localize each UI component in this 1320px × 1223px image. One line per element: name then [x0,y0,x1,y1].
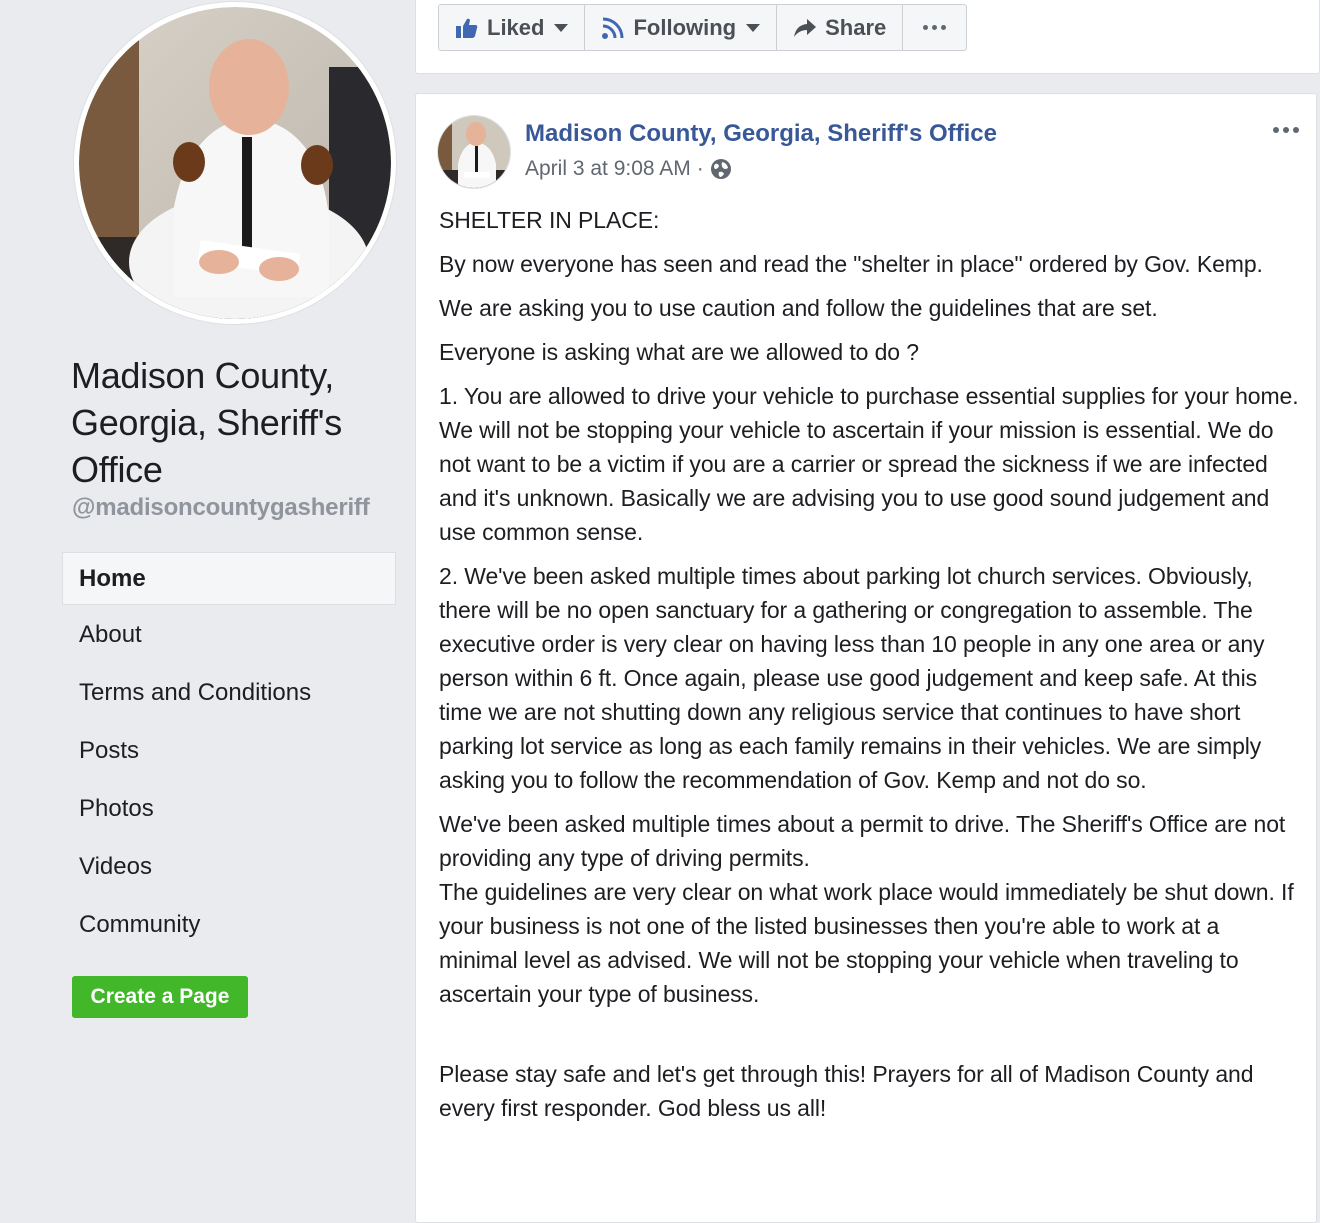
sidebar-item-terms[interactable]: Terms and Conditions [79,679,312,706]
following-button[interactable] [585,5,777,50]
ellipsis-dot [932,25,937,30]
rss-icon [601,16,625,40]
share-label: Share [825,14,887,40]
post-paragraph: Please stay safe and let's get through this! Prayers for all of Madison County and every first responder. God bless us all! [439,1061,1254,1121]
page-handle[interactable]: @madisoncountygasheriff [72,494,370,521]
liked-button[interactable] [439,5,585,50]
meta-separator: · [696,157,704,180]
chevron-down-icon [554,24,568,32]
post-timestamp[interactable]: April 3 at 9:08 AM [525,157,691,180]
ellipsis-dot [941,25,946,30]
sidebar-item-home[interactable]: Home [62,552,396,605]
thumbs-up-icon [455,17,479,39]
post-paragraph: The guidelines are very clear on what work place would immediately be shut down. If your business is not one of the listed businesses then you're able to work at a minimal level as advised. We will not be stopping your vehicle when traveling to ascertain your type of business. [439,879,1294,1007]
sidebar-item-videos[interactable]: Videos [79,853,152,880]
ellipsis-icon [923,25,928,30]
share-arrow-icon [793,18,817,38]
post-options-button[interactable] [1266,116,1306,144]
page-title: Madison County, Georgia, Sheriff's Office [71,355,342,490]
profile-photo-image [79,7,391,319]
post-paragraph: 1. You are allowed to drive your vehicle to purchase essential supplies for your home. We will not be stopping your vehicle to ascertain if your mission is essential. We do not want to be a victim if you are a carrier or spread the sickness if we are infected and it's unknown. Basically we are advising you to use good sound judgement and use common sense. [439,383,1299,545]
chevron-down-icon [746,24,760,32]
sidebar-item-posts[interactable]: Posts [79,737,140,764]
page-action-bar [438,4,967,51]
sidebar-item-photos[interactable]: Photos [79,795,154,822]
create-page-button[interactable]: Create a Page [72,976,248,1018]
post-author-avatar[interactable] [438,116,510,188]
ellipsis-dot [1283,127,1289,133]
avatar-image [438,116,510,188]
post-text [439,203,1301,1135]
post-author-name[interactable]: Madison County, Georgia, Sheriff's Office [525,120,997,147]
profile-picture[interactable] [74,2,396,324]
post-paragraph: We are asking you to use caution and follow the guidelines that are set. [439,295,1158,321]
sidebar-item-about[interactable]: About [79,621,142,648]
post-paragraph: SHELTER IN PLACE: [439,207,660,233]
share-button[interactable] [777,5,903,50]
following-label: Following [633,14,737,40]
post-paragraph: Everyone is asking what are we allowed to do ? [439,339,919,365]
ellipsis-icon [1273,127,1279,133]
ellipsis-dot [1293,127,1299,133]
sidebar-item-community[interactable]: Community [79,911,201,938]
liked-label: Liked [487,14,545,40]
post-paragraph: 2. We've been asked multiple times about parking lot church services. Obviously, there will be no open sanctuary for a gathering or congregation to assemble. The executive order is very clear on having less than 10 people in any one area or any person within 6 ft. Once again, please use good judgement and keep safe. At this time we are not shutting down any religious service that continues to have short parking lot service as long as each family remains in their vehicles. We are simply asking you to follow the recommendation of Gov. Kemp and not do so. [439,563,1265,793]
globe-icon[interactable] [710,158,732,180]
post-meta [525,157,732,181]
post-paragraph: By now everyone has seen and read the "shelter in place" ordered by Gov. Kemp. [439,251,1263,277]
more-actions-button[interactable] [903,5,966,50]
sidebar-nav [62,552,396,956]
post-paragraph: We've been asked multiple times about a permit to drive. The Sheriff's Office are not providing any type of driving permits. [439,811,1286,871]
